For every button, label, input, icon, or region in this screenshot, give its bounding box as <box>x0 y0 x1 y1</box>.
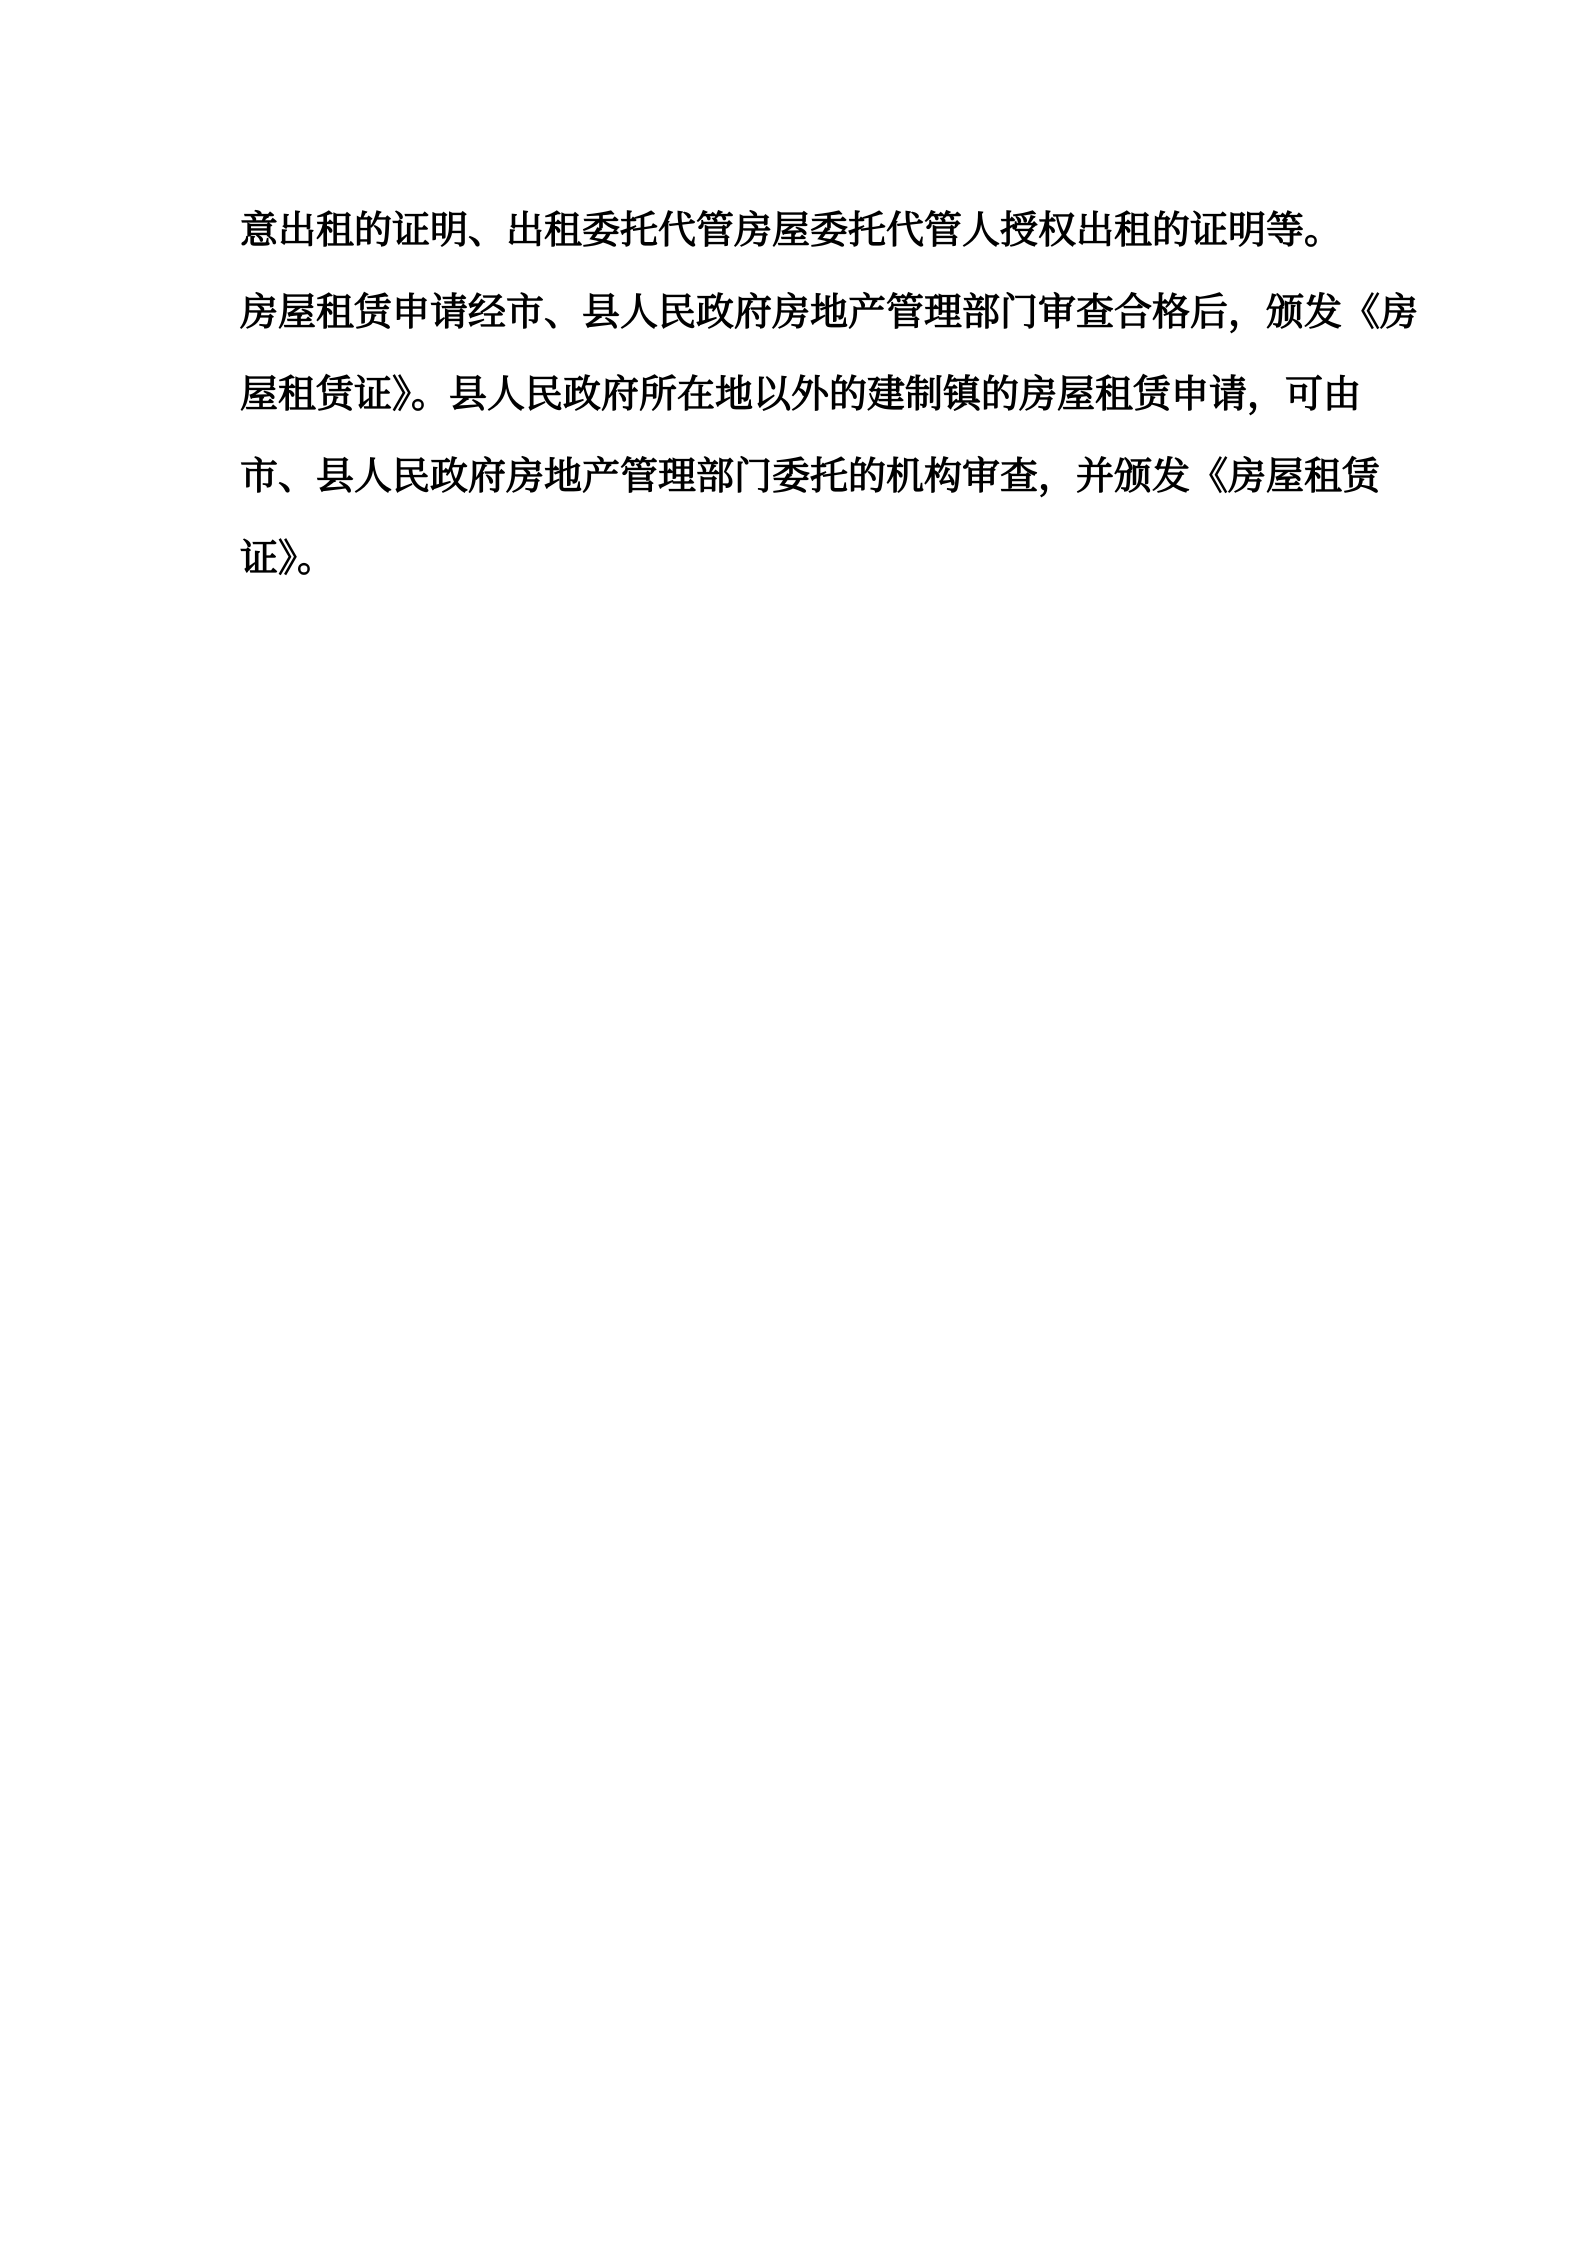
text-line: 意出租的证明、出租委托代管房屋委托代管人授权出租的证明等。 <box>240 208 1343 252</box>
text-line: 证》。 <box>240 536 336 580</box>
text-line: 屋租赁证》。县人民政府所在地以外的建制镇的房屋租赁申请，可由 <box>240 372 1362 416</box>
text-line: 市、县人民政府房地产管理部门委托的机构审查，并颁发《房屋租赁 <box>240 454 1381 498</box>
text-line: 房屋租赁申请经市、县人民政府房地产管理部门审查合格后，颁发《房 <box>240 290 1419 334</box>
